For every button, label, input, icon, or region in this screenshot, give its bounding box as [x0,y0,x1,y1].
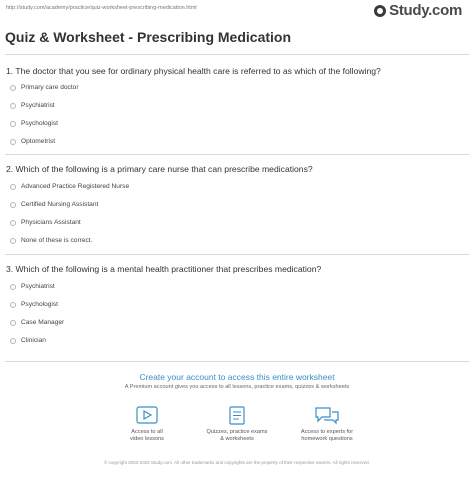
option-label: Psychologist [21,120,59,127]
feature-quizzes [202,406,272,443]
question-1: 1. The doctor that you see for ordinary physical health care is referred to as which of the following? [6,66,381,76]
page-title: Quiz & Worksheet - Prescribing Medication [5,29,292,45]
premium-description: A Premium account gives you access to all lessons, practice exams, quizzes & worksheets [124,384,350,390]
option-2-a[interactable] [10,183,129,190]
radio-button[interactable] [10,338,16,344]
feature-text: video lessons [130,436,164,442]
feature-text: homework questions [301,436,353,442]
create-account-link[interactable]: Create your account to access this entire worksheet [139,372,335,382]
radio-button[interactable] [10,121,16,127]
page-url: http://study.com/academy/practice/quiz-worksheet-prescribing-medication.html [6,5,197,11]
option-label: Certified Nursing Assistant [21,201,99,208]
option-3-d[interactable] [10,337,46,344]
question-divider [5,254,469,255]
radio-button[interactable] [10,238,16,244]
option-3-a[interactable] [10,283,55,290]
option-label: Psychiatrist [21,102,55,109]
radio-button[interactable] [10,184,16,190]
feature-text: Access to all [131,429,163,435]
copyright-text: © copyright 2003-2020 Study.com. All other trademarks and copyrights are the property of their respective owners. All rights reserved. [104,460,370,465]
option-1-d[interactable] [10,138,55,145]
option-label: None of these is correct. [21,237,93,244]
quiz-icon [226,406,248,426]
question-divider [5,154,469,155]
radio-button[interactable] [10,139,16,145]
question-3: 3. Which of the following is a mental health practitioner that prescribes medication? [6,264,322,274]
title-divider [5,54,469,55]
option-label: Advanced Practice Registered Nurse [21,183,130,190]
option-label: Clinician [21,337,46,344]
question-2: 2. Which of the following is a primary care nurse that can prescribe medications? [6,164,313,174]
option-label: Primary care doctor [21,84,79,91]
option-label: Optometrist [21,138,56,145]
cta-divider [5,361,469,362]
option-2-d[interactable] [10,237,92,244]
option-label: Physicians Assistant [21,219,81,226]
feature-experts [292,406,362,443]
radio-button[interactable] [10,320,16,326]
option-label: Psychiatrist [21,283,55,290]
option-3-b[interactable] [10,301,58,308]
option-label: Psychologist [21,301,59,308]
feature-text: & worksheets [220,436,254,442]
study-logo-icon [374,5,386,17]
option-2-c[interactable] [10,219,81,226]
option-2-b[interactable] [10,201,98,208]
feature-text: Access to experts for [300,429,354,435]
chat-icon [314,406,340,426]
option-1-c[interactable] [10,120,58,127]
radio-button[interactable] [10,302,16,308]
study-logo-text: Study.com [389,2,462,19]
option-1-a[interactable] [10,84,79,91]
radio-button[interactable] [10,284,16,290]
option-3-c[interactable] [10,319,64,326]
radio-button[interactable] [10,85,16,91]
radio-button[interactable] [10,220,16,226]
radio-button[interactable] [10,202,16,208]
feature-text: Quizzes, practice exams [206,429,268,435]
study-logo[interactable] [374,2,462,19]
radio-button[interactable] [10,103,16,109]
option-1-b[interactable] [10,102,55,109]
video-icon [136,406,158,426]
feature-video-lessons [112,406,182,443]
option-label: Case Manager [21,319,65,326]
